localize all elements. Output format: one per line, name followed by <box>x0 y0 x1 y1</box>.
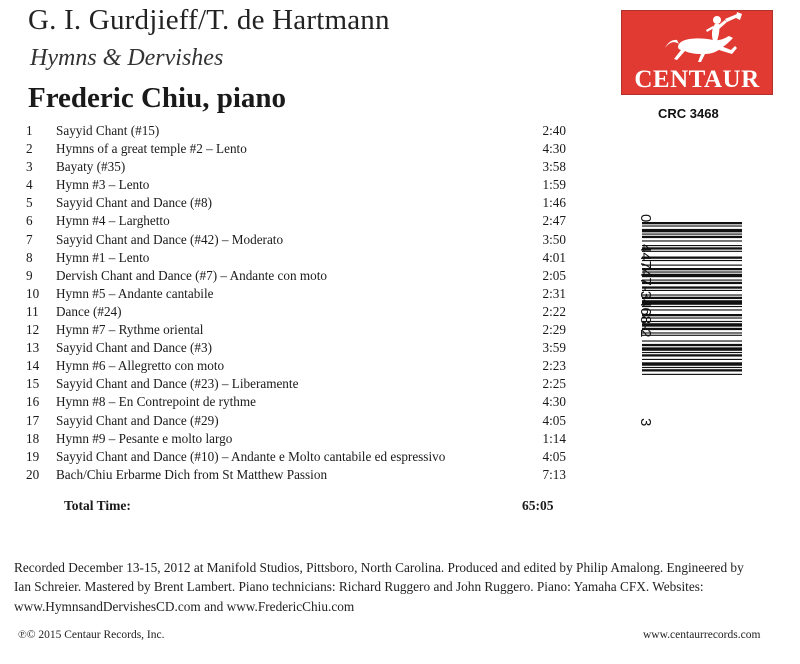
track-number: 6 <box>26 213 33 229</box>
total-time-value: 65:05 <box>522 498 554 513</box>
track-duration: 2:25 <box>542 376 566 392</box>
track-number: 14 <box>26 358 40 374</box>
track-row <box>26 412 576 430</box>
track-number: 13 <box>26 340 40 356</box>
track-row <box>26 339 576 357</box>
track-title: Hymn #9 – Pesante e molto largo <box>56 430 233 446</box>
track-number: 3 <box>26 159 33 175</box>
track-row <box>26 194 576 212</box>
track-duration: 4:05 <box>542 448 566 464</box>
track-number: 1 <box>26 123 33 138</box>
track-duration: 2:47 <box>542 213 566 229</box>
barcode-digit-main: 44747-3468-2 <box>637 244 654 338</box>
track-title: Hymn #4 – Larghetto <box>56 213 170 229</box>
track-row <box>26 285 576 303</box>
track-title: Hymns of a great temple #2 – Lento <box>56 141 247 157</box>
track-duration: 3:59 <box>542 340 566 356</box>
track-row <box>26 466 576 484</box>
barcode-digit-last: 3 <box>637 418 654 427</box>
barcode-digit-first: 0 <box>637 214 654 223</box>
track-duration: 1:14 <box>542 430 566 446</box>
centaur-logo <box>621 10 773 95</box>
track-title: Sayyid Chant (#15) <box>56 123 160 138</box>
track-duration: 4:30 <box>542 394 566 410</box>
performer-name: Frederic Chiu, piano <box>28 82 287 114</box>
track-row <box>26 122 576 140</box>
track-duration: 2:22 <box>542 303 566 319</box>
track-number: 8 <box>26 249 33 265</box>
total-time-label: Total Time: <box>64 498 131 513</box>
track-title: Dervish Chant and Dance (#7) – Andante con moto <box>56 267 328 283</box>
track-number: 10 <box>26 285 40 301</box>
track-row <box>26 303 576 321</box>
track-title: Sayyid Chant and Dance (#23) – Liberamente <box>56 376 299 392</box>
track-number: 12 <box>26 322 40 338</box>
track-list <box>26 122 576 484</box>
track-number: 20 <box>26 466 40 482</box>
track-title: Dance (#24) <box>56 303 122 319</box>
album-title: Hymns & Dervishes <box>30 45 224 71</box>
track-row <box>26 375 576 393</box>
recording-credits: Recorded December 13-15, 2012 at Manifold Studios, Pittsboro, North Carolina. Produced and edited by Philip Amalong. Engineered by Ian Schreier. Mastered by Brent Lambert. Piano technicians: Richard Ruggero and John Ruggero. Piano: Yamaha CFX. Websites: www.HymnsandDervishesCD.com and www.FredericChiu.com <box>14 560 744 614</box>
track-duration: 1:46 <box>542 195 566 211</box>
catalog-number: CRC 3468 <box>658 106 719 121</box>
track-title: Bayaty (#35) <box>56 159 126 175</box>
track-duration: 2:29 <box>542 322 566 338</box>
track-row <box>26 393 576 411</box>
track-row <box>26 158 576 176</box>
track-row <box>26 249 576 267</box>
track-duration: 7:13 <box>542 466 566 482</box>
track-number: 18 <box>26 430 40 446</box>
track-title: Bach/Chiu Erbarme Dich from St Matthew Passion <box>56 466 328 482</box>
composer-title: G. I. Gurdjieff/T. de Hartmann <box>28 4 390 36</box>
track-row <box>26 321 576 339</box>
track-duration: 4:01 <box>542 249 566 265</box>
track-row <box>26 176 576 194</box>
track-duration: 2:23 <box>542 358 566 374</box>
label-website: www.centaurrecords.com <box>643 629 761 641</box>
track-duration: 4:05 <box>542 412 566 428</box>
track-title: Sayyid Chant and Dance (#42) – Moderato <box>56 231 284 247</box>
track-number: 19 <box>26 448 40 464</box>
track-title: Sayyid Chant and Dance (#10) – Andante e Molto cantabile ed espressivo <box>56 448 446 464</box>
track-title: Hymn #8 – En Contrepoint de rythme <box>56 394 256 410</box>
centaur-figure-icon <box>621 10 773 70</box>
track-duration: 2:05 <box>542 267 566 283</box>
track-title: Hymn #7 – Rythme oriental <box>56 322 204 338</box>
track-number: 2 <box>26 141 33 157</box>
track-number: 9 <box>26 267 33 283</box>
track-row <box>26 212 576 230</box>
track-row <box>26 430 576 448</box>
track-number: 16 <box>26 394 40 410</box>
copyright-notice: ℗© 2015 Centaur Records, Inc. <box>18 629 165 641</box>
track-number: 4 <box>26 177 33 193</box>
track-number: 17 <box>26 412 40 428</box>
track-duration: 3:50 <box>542 231 566 247</box>
track-title: Hymn #6 – Allegretto con moto <box>56 358 225 374</box>
track-duration: 2:40 <box>542 123 566 138</box>
track-title: Hymn #5 – Andante cantabile <box>56 285 214 301</box>
track-duration: 2:31 <box>542 285 566 301</box>
track-row <box>26 357 576 375</box>
track-row <box>26 231 576 249</box>
track-number: 5 <box>26 195 33 211</box>
track-title: Hymn #3 – Lento <box>56 177 150 193</box>
track-duration: 3:58 <box>542 159 566 175</box>
track-title: Hymn #1 – Lento <box>56 249 150 265</box>
track-title: Sayyid Chant and Dance (#29) <box>56 412 219 428</box>
track-row <box>26 448 576 466</box>
track-duration: 1:59 <box>542 177 566 193</box>
track-row <box>26 267 576 285</box>
logo-wordmark: CENTAUR <box>634 66 760 93</box>
track-title: Sayyid Chant and Dance (#8) <box>56 195 213 211</box>
track-duration: 4:30 <box>542 141 566 157</box>
track-title: Sayyid Chant and Dance (#3) <box>56 340 213 356</box>
track-number: 15 <box>26 376 40 392</box>
track-row <box>26 140 576 158</box>
barcode-digits <box>637 214 680 446</box>
track-number: 7 <box>26 231 33 247</box>
track-number: 11 <box>26 303 39 319</box>
